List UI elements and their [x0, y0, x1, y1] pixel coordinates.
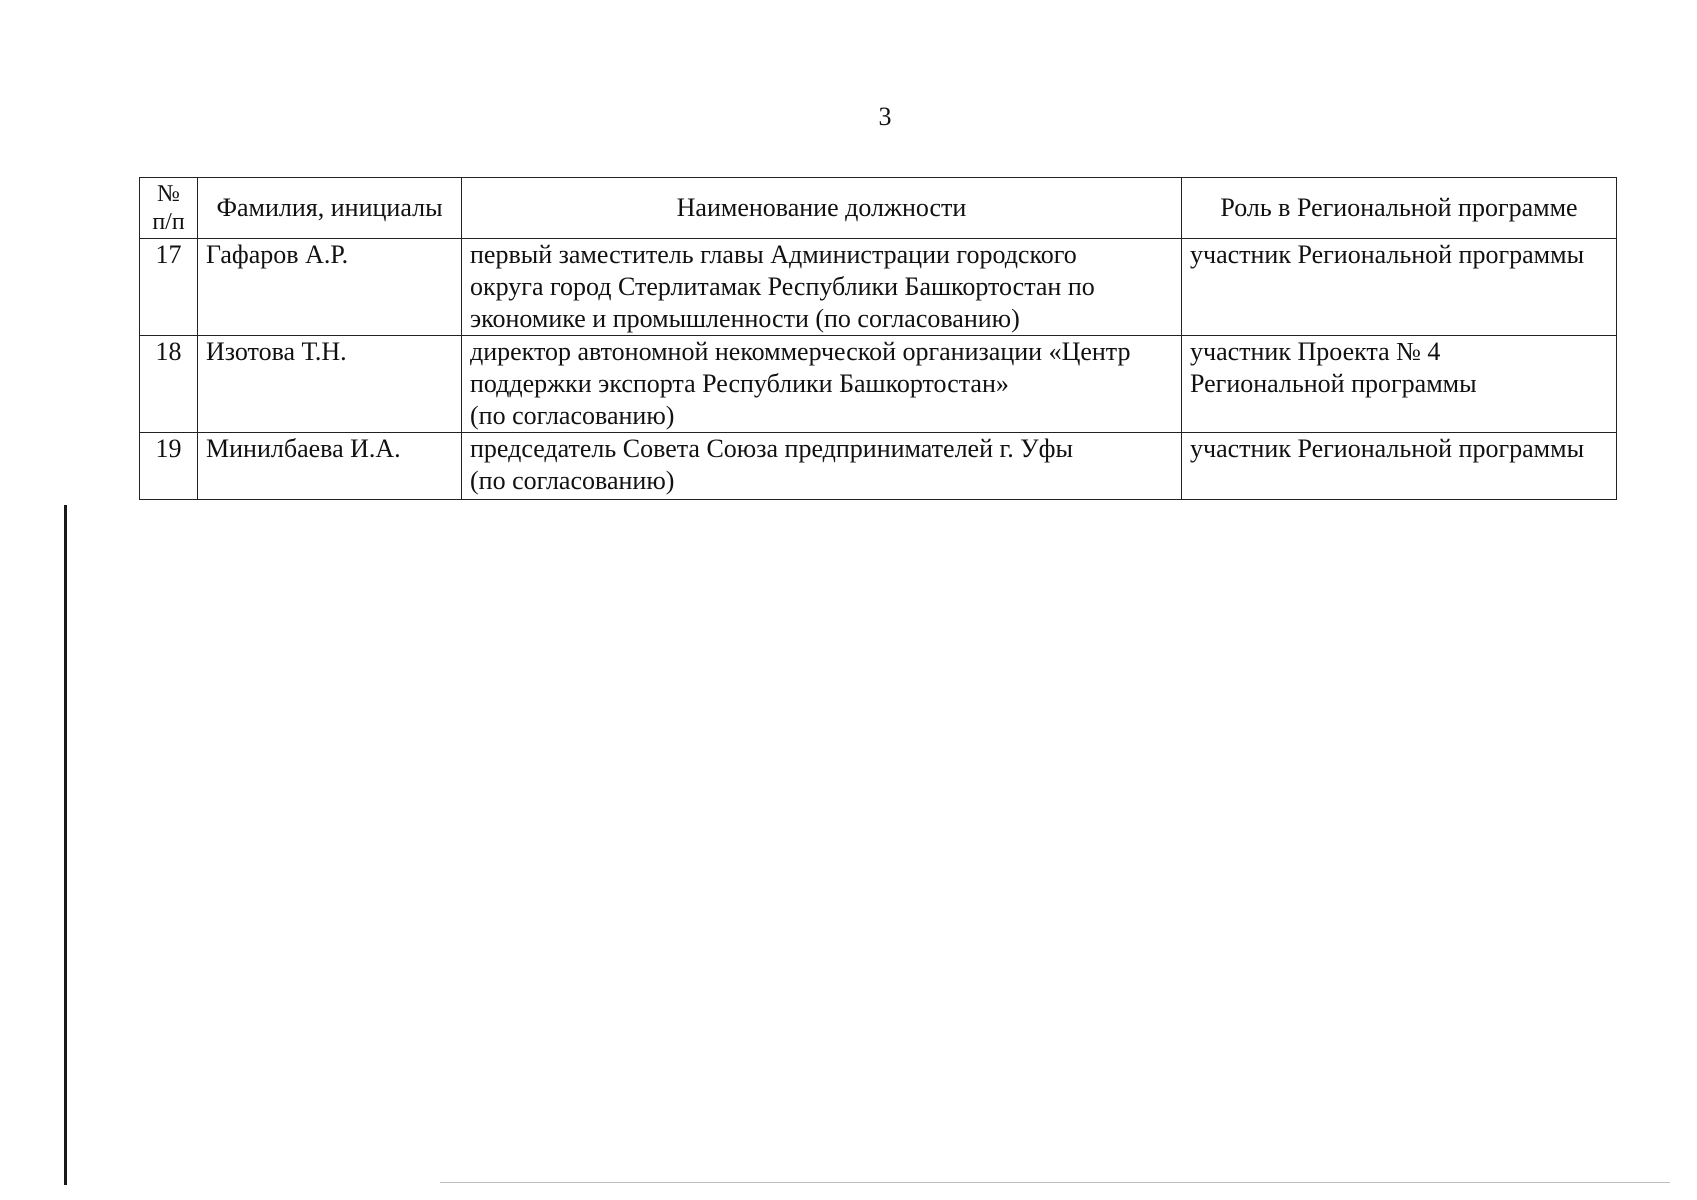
header-number-symbol: №	[157, 181, 180, 207]
position-line: председатель Совета Союза предпринимателей г. Уфы	[470, 434, 1073, 463]
header-position: Наименование должности	[462, 178, 1182, 239]
position-line: округа город Стерлитамак Республики Башкортостан по	[470, 272, 1095, 301]
position-line: поддержки экспорта Республики Башкортостан»	[470, 369, 1009, 398]
page-number: 3	[878, 102, 892, 131]
role-line: участник Региональной программы	[1190, 240, 1585, 269]
participants-table	[139, 177, 1617, 500]
row-position	[462, 239, 1182, 336]
header-number	[140, 178, 198, 239]
header-role: Роль в Региональной программе	[1182, 178, 1617, 239]
header-name: Фамилия, инициалы	[198, 178, 462, 239]
role-line: участник Региональной программы	[1190, 434, 1585, 463]
scan-bottom-edge-line	[440, 1182, 1670, 1183]
table-row	[140, 336, 1617, 433]
row-name: Гафаров А.Р.	[198, 239, 462, 336]
table-row	[140, 239, 1617, 336]
table-row	[140, 433, 1617, 500]
row-number: 18	[140, 336, 198, 433]
row-role	[1182, 239, 1617, 336]
position-line: (по согласованию)	[470, 466, 675, 495]
row-role	[1182, 433, 1617, 500]
role-line: участник Проекта № 4	[1190, 337, 1441, 366]
scan-left-edge-line	[64, 505, 67, 1185]
position-line: (по согласованию)	[470, 401, 675, 430]
role-line: Региональной программы	[1190, 369, 1477, 398]
header-number-abbr: п/п	[152, 209, 185, 235]
position-line: директор автономной некоммерческой организации «Центр	[470, 337, 1131, 366]
row-name: Минилбаева И.А.	[198, 433, 462, 500]
row-number: 17	[140, 239, 198, 336]
position-line: первый заместитель главы Администрации городского	[470, 240, 1077, 269]
row-position	[462, 336, 1182, 433]
position-line: экономике и промышленности (по согласованию)	[470, 304, 1020, 333]
row-number: 19	[140, 433, 198, 500]
row-name: Изотова Т.Н.	[198, 336, 462, 433]
row-position	[462, 433, 1182, 500]
table-header-row	[140, 178, 1617, 239]
row-role	[1182, 336, 1617, 433]
